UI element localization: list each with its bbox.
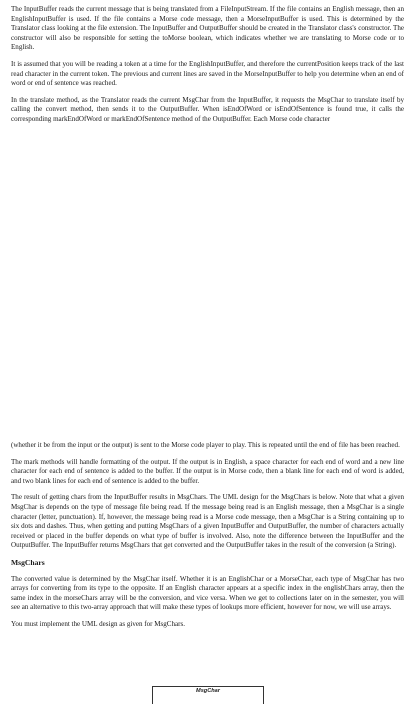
paragraph-mark-methods: The mark methods will handle formatting of the output. If the output is in English, a space character for each end of word and a new line character for each end of sentence is added to the buffer. If the output is in Morse code, then a blank line for each end of word is added, and two blank lines for each end of sentence is added to the buffer. <box>11 457 404 485</box>
section-heading-msgchars: MsgChars <box>11 557 45 567</box>
paragraph-translate-method: In the translate method, as the Translator reads the current MsgChar from the InputBuffer, it requests the MsgChar to translate itself by calling the convert method, then sends it to the OutputBuffer. When isEndOfWord or isEndOfSentence is found true, it calls the corresponding markEndOfWord or markEndOfSentence method of the OutputBuffer. Each Morse code character <box>11 95 404 123</box>
paragraph-implement-uml: You must implement the UML design as given for MsgChars. <box>11 619 186 628</box>
uml-class-box <box>152 686 264 704</box>
document-page-top <box>0 0 416 232</box>
paragraph-input-buffer: The InputBuffer reads the current message that is being translated from a FileInputStream. If the file contains an English message, then an EnglishInputBuffer is used. If the file contains a Morse code message, then a MorseInputBuffer is used. This is determined by the Translator class looking at the file extension. The InputBuffer and OutputBuffer should be created in the Translator class's constructor. The constructor will also be responsible for setting the toMorse boolean, which indicates whether we are translating to Morse code or to English. <box>11 5 404 52</box>
bottom-text-column <box>11 441 404 637</box>
paragraph-converted-value: The converted value is determined by the MsgChar itself. Whether it is an EnglishChar or a MorseChar, each type of MsgChar has two arrays for converting from its type to the opposite. If an English character appears at a specific index in the englishChars array, then the same index in the morseChars array will be the conversion, and vice versa. When we get to collections later on in the semester, you will see an alternative to this two-array approach that will make these types of lookups more efficient, however for now, we will use arrays. <box>11 574 404 612</box>
paragraph-token-reading: It is assumed that you will be reading a token at a time for the EnglishInputBuffer, and therefore the currentPosition keeps track of the last read character in the current token. The previous and current lines are saved in the MorseInputBuffer to help you determine when an end of word or end of sentence was reached. <box>11 59 404 88</box>
document-page-bottom <box>0 437 416 700</box>
paragraph-msgchars-result: The result of getting chars from the InputBuffer results in MsgChars. The UML design for the MsgChars is below. Note that what a given MsgChar is depends on the type of message file being read. If the message being read is an English message, then a MsgChar is a single character (letter, punctuation). If, however, the message being read is a Morse code message, then a MsgChar is a String containing up to six dots and dashes. Thus, when getting and putting MsgChars of a given InputBuffer and OutputBuffer, the number of characters actually received or placed in the buffer depends on what type of buffer is involved. Also, note the difference between the InputBuffer and the OutputBuffer. The InputBuffer returns MsgChars that get converted and the OutputBuffer takes in the result of the conversion (a String). <box>11 493 404 550</box>
top-text-column <box>11 5 404 132</box>
uml-class-title: MsgChar <box>196 688 220 694</box>
paragraph-morse-player: (whether it be from the input or the output) is sent to the Morse code player to play. This is repeated until the end of file has been reached. <box>11 441 400 449</box>
page-break-gap <box>0 232 416 437</box>
